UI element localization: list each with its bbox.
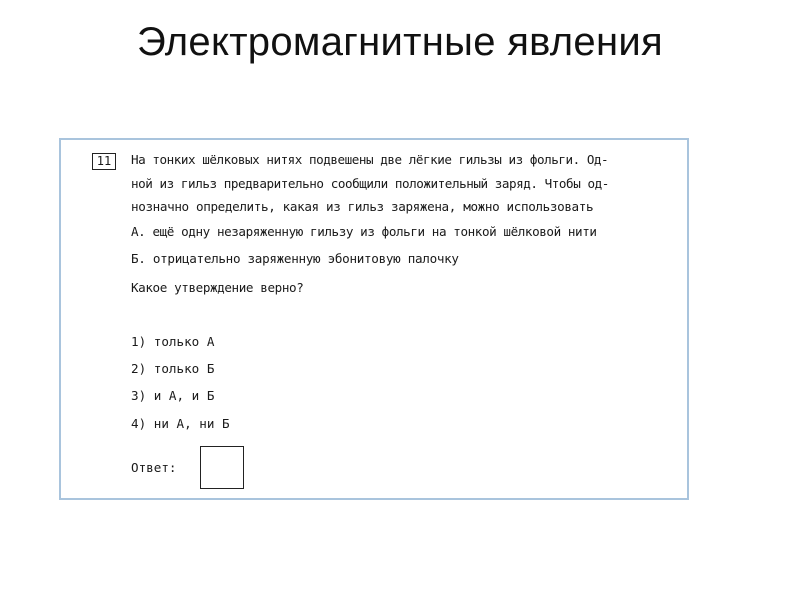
statement-b: Б. отрицательно заряженную эбонитовую палочку [131, 251, 459, 266]
answer-option-2: 2) только Б [131, 361, 215, 376]
answer-box [200, 446, 244, 489]
answer-label: Ответ: [131, 460, 177, 475]
statement-a: А. ещё одну незаряженную гильзу из фольги на тонкой шёлковой нити [131, 224, 597, 239]
slide-title: Электромагнитные явления [137, 20, 663, 64]
task-number: 11 [92, 153, 116, 170]
task-frame [59, 138, 689, 500]
question-prompt: Какое утверждение верно? [131, 280, 304, 295]
question-line: ной из гильз предварительно сообщили положительный заряд. Чтобы од- [131, 176, 609, 191]
answer-option-3: 3) и А, и Б [131, 388, 215, 403]
answer-option-4: 4) ни А, ни Б [131, 416, 230, 431]
answer-option-1: 1) только А [131, 334, 215, 349]
question-line: нозначно определить, какая из гильз заряжена, можно использовать [131, 199, 594, 214]
question-line: На тонких шёлковых нитях подвешены две лёгкие гильзы из фольги. Од- [131, 152, 609, 167]
